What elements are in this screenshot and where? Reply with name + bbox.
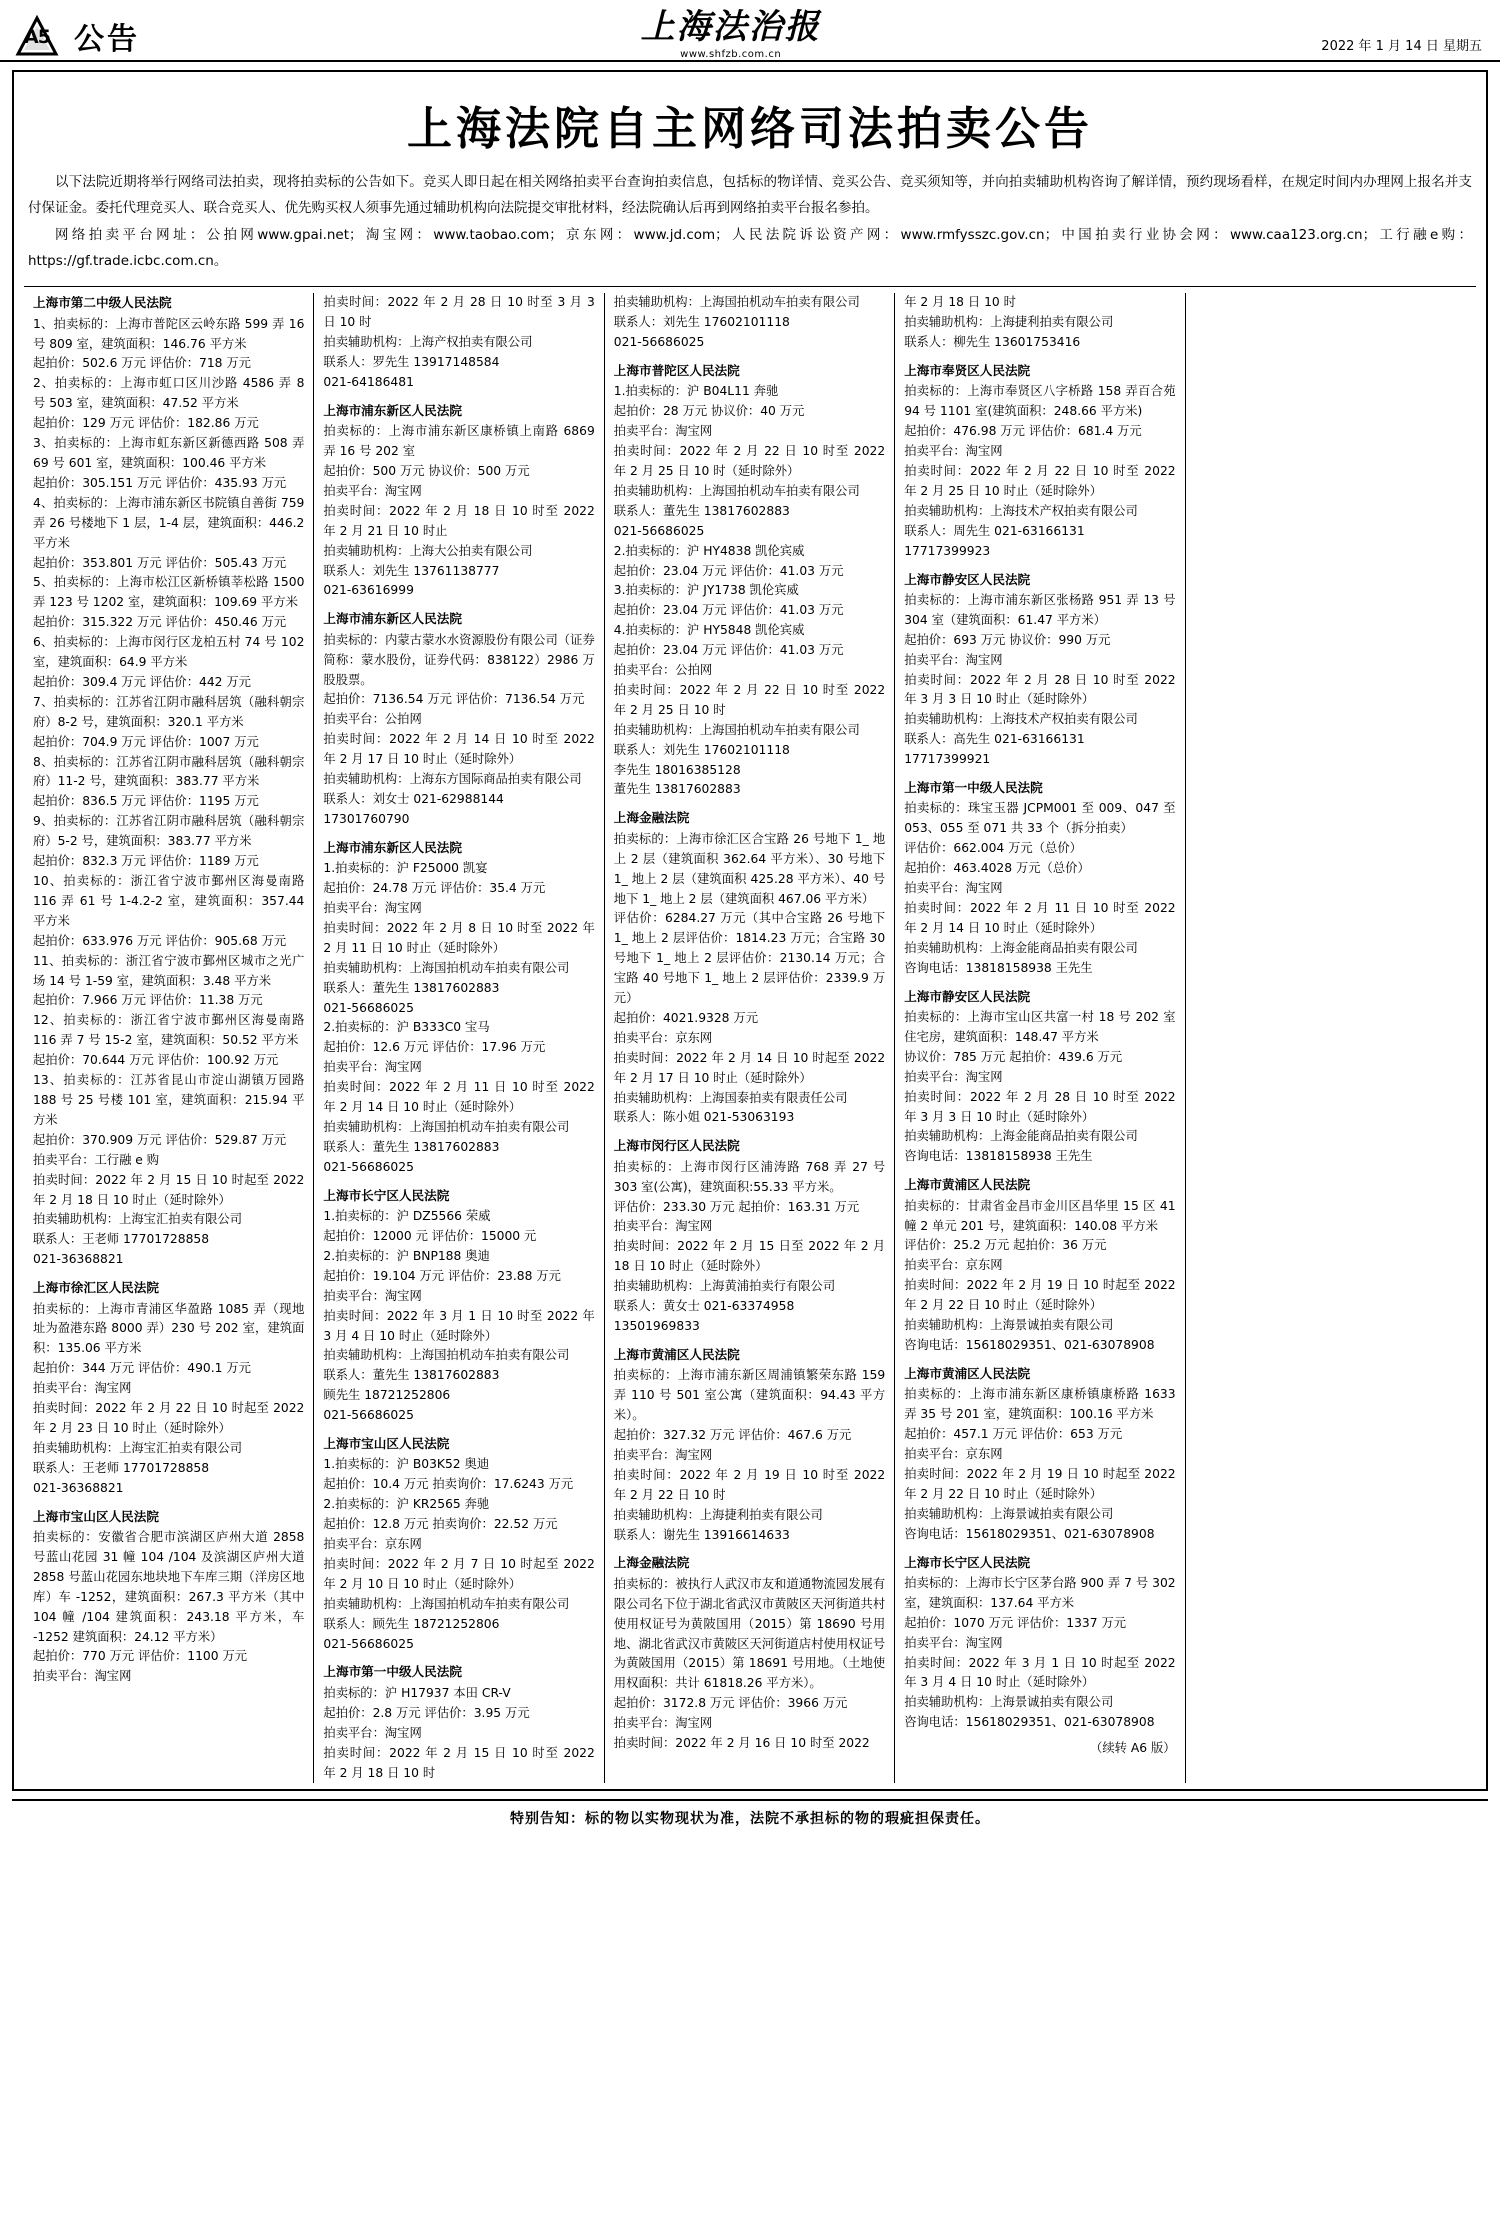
- lead-paragraph-1: 以下法院近期将举行网络司法拍卖，现将拍卖标的公告如下。竞买人即日起在相关网络拍卖平台查询拍卖信息，包括标的物详情、竞买公告、竞买须知等，并向拍卖辅助机构咨询了解详情，预约现场看样，在规定时间内办理网上报名并支付保证金。委托代理竞买人、联合竞买人、优先购买权人须事先通过辅助机构向法院提交审批材料，经法院确认后再到网络拍卖平台报名参拍。: [28, 174, 1472, 217]
- court-name: 上海市第一中级人民法院: [904, 780, 1043, 796]
- court-name: 上海市浦东新区人民法院: [323, 839, 462, 855]
- listing-line: 4、拍卖标的：上海市浦东新区书院镇自善街 759 弄 26 号楼地下 1 层，1-4 层，建筑面积：446.2 平方米: [33, 495, 305, 550]
- listing-line: 起拍价：23.04 万元 评估价：41.03 万元: [613, 563, 844, 578]
- listing-line: 咨询电话：13818158938 王先生: [904, 960, 1093, 975]
- listing-line: 拍卖标的：上海市奉贤区八字桥路 158 弄百合苑 94 号 1101 室(建筑面积：248.66 平方米): [904, 384, 1176, 419]
- listing-line: 拍卖辅助机构：上海国拍机动车拍卖有限公司: [613, 483, 860, 498]
- listing-line: 拍卖平台：京东网: [904, 1447, 1003, 1461]
- listing-line: 8、拍卖标的：江苏省江阴市融科居筑（融科朝宗府）11-2 号，建筑面积：383.77 平方米: [33, 754, 305, 789]
- listing-line: 拍卖时间：2022 年 2 月 28 日 10 时至 2022 年 3 月 3 日 10 时止（延时除外）: [904, 1089, 1176, 1124]
- listing-line: 拍卖辅助机构：上海景诚拍卖有限公司: [904, 1506, 1114, 1521]
- listing-line: 咨询电话：15618029351、021-63078908: [904, 1337, 1155, 1352]
- masthead-center: [140, 0, 1321, 60]
- listing-line: 联系人：柳先生 13601753416: [904, 335, 1081, 350]
- listing-line: 拍卖时间：2022 年 2 月 22 日 10 时至 2022 年 2 月 25 日 10 时止（延时除外）: [904, 463, 1176, 498]
- listing-line: 1.拍卖标的：沪 F25000 凯宴: [323, 861, 488, 876]
- listing-line: 拍卖时间：2022 年 2 月 19 日 10 时起至 2022 年 2 月 22 日 10 时止（延时除外）: [904, 1278, 1176, 1313]
- listing-line: 1、拍卖标的：上海市普陀区云岭东路 599 弄 16 号 809 室，建筑面积：146.76 平方米: [33, 316, 305, 351]
- listing-block: [904, 1175, 1175, 1356]
- paper-url: www.shfzb.com.cn: [680, 49, 782, 60]
- listing-block: [614, 1553, 885, 1754]
- listing-line: 拍卖平台：淘宝网: [904, 444, 1003, 459]
- listing-line: 李先生 18016385128: [613, 762, 741, 777]
- listing-line: 联系人：刘先生 13761138777: [323, 563, 500, 578]
- listing-line: 拍卖辅助机构：上海国拍机动车拍卖有限公司: [323, 1596, 570, 1611]
- divider: [24, 286, 1476, 287]
- listing-line: 2.拍卖标的：沪 KR2565 奔驰: [323, 1497, 490, 1512]
- listing-line: 起拍价：500 万元 协议价：500 万元: [323, 463, 530, 478]
- listing-line: 咨询电话：15618029351、021-63078908: [904, 1715, 1155, 1730]
- listing-line: 拍卖时间：2022 年 2 月 14 日 10 时起至 2022 年 2 月 17 日 10 时止（延时除外）: [613, 1050, 886, 1085]
- listing-line: 17301760790: [323, 811, 410, 826]
- court-name: 上海市普陀区人民法院: [613, 362, 740, 378]
- listing-line: 021-56686025: [323, 1159, 414, 1174]
- listing-line: 起拍价：476.98 万元 评估价：681.4 万元: [904, 424, 1142, 439]
- listing-line: 10、拍卖标的：浙江省宁波市鄞州区海曼南路 116 弄 61 号 1-4.2-2 室，建筑面积：357.44 平方米: [33, 874, 305, 928]
- listing-line: 起拍价：10.4 万元 拍卖询价：17.6243 万元: [323, 1477, 574, 1492]
- listing-line: 协议价：785 万元 起拍价：439.6 万元: [904, 1049, 1123, 1064]
- listing-block: [323, 1662, 594, 1783]
- listing-block: [614, 293, 885, 353]
- listing-line: 拍卖平台：淘宝网: [904, 1635, 1003, 1650]
- listing-line: 评估价：25.2 万元 起拍价：36 万元: [904, 1238, 1107, 1253]
- listing-line: 拍卖平台：淘宝网: [613, 1219, 713, 1234]
- listing-line: 起拍价：19.104 万元 评估价：23.88 万元: [323, 1268, 561, 1283]
- listing-block: [904, 987, 1175, 1168]
- listing-line: 拍卖时间：2022 年 2 月 18 日 10 时至 2022 年 2 月 21 日 10 时止: [323, 503, 595, 538]
- listing-block: [323, 609, 594, 829]
- listing-block: [323, 1434, 594, 1654]
- court-name: 上海市黄浦区人民法院: [904, 1365, 1031, 1381]
- listing-block: [614, 361, 885, 800]
- listing-block: [904, 1553, 1175, 1760]
- listing-line: 拍卖平台：淘宝网: [904, 652, 1003, 667]
- listing-line: 拍卖平台：京东网: [613, 1030, 713, 1045]
- court-name: 上海市宝山区人民法院: [33, 1508, 159, 1524]
- listing-line: 拍卖辅助机构：上海产权拍卖有限公司: [323, 335, 533, 350]
- listing-line: 拍卖时间：2022 年 2 月 7 日 10 时起至 2022 年 2 月 10 日 10 时止（延时除外）: [323, 1556, 595, 1591]
- listing-line: 联系人：周先生 021-63166131: [904, 523, 1085, 538]
- listing-line: 拍卖标的：沪 H17937 本田 CR-V: [323, 1685, 511, 1700]
- listing-line: 起拍价：7136.54 万元 评估价：7136.54 万元: [323, 692, 585, 707]
- listing-line: 拍卖时间：2022 年 2 月 14 日 10 时至 2022 年 2 月 17 日 10 时止（延时除外）: [323, 732, 595, 767]
- listing-line: 13、拍卖标的：江苏省昆山市淀山湖镇万园路 188 号 25 号楼 101 室，建筑面积：215.94 平方米: [33, 1073, 305, 1127]
- listing-block: [614, 808, 885, 1128]
- listing-line: 1.拍卖标的：沪 B04L11 奔驰: [613, 384, 779, 399]
- listing-line: 拍卖时间：2022 年 2 月 22 日 10 时至 2022 年 2 月 25 日 10 时（延时除外）: [613, 444, 886, 478]
- listing-block: [33, 293, 304, 1270]
- court-name: 上海市第一中级人民法院: [323, 1664, 462, 1680]
- court-name: 上海市浦东新区人民法院: [323, 402, 462, 418]
- listing-line: 拍卖平台：淘宝网: [904, 881, 1003, 896]
- court-name: 上海金融法院: [613, 810, 690, 826]
- listing-line: 17717399923: [904, 543, 991, 558]
- listing-line: 联系人：董先生 13817602883: [613, 503, 790, 518]
- listing-line: 拍卖辅助机构：上海宝汇拍卖有限公司: [33, 1212, 243, 1227]
- listing-line: 拍卖标的：安徽省合肥市滨湖区庐州大道 2858 号蓝山花园 31 幢 104 /104 及滨湖区庐州大道 2858 号蓝山花园东地块地下车库三期（洋房区地库）车 -1252，建筑面积：267.3 平方米（其中 104 幢 /104 建筑面积：243.18 平方米，车 -1252 建筑面积：24.12 平方米）: [33, 1529, 305, 1644]
- lead-paragraphs: [24, 169, 1476, 282]
- listing-block: [33, 1507, 304, 1688]
- listing-line: 联系人：罗先生 13917148584: [323, 354, 500, 369]
- listing-line: 评估价：233.30 万元 起拍价：163.31 万元: [613, 1199, 860, 1214]
- listing-line: 9、拍卖标的：江苏省江阴市融科居筑（融科朝宗府）5-2 号，建筑面积：383.77 平方米: [33, 814, 305, 849]
- listing-line: 起拍价：12000 元 评估价：15000 元: [323, 1228, 537, 1243]
- listing-block: [614, 1136, 885, 1337]
- listing-line: 起拍价：7.966 万元 评估价：11.38 万元: [33, 993, 263, 1008]
- listing-block: [904, 293, 1175, 353]
- listing-line: 拍卖平台：淘宝网: [613, 1447, 713, 1462]
- listing-block: [904, 361, 1175, 562]
- listing-line: 拍卖标的：甘肃省金昌市金川区昌华里 15 区 41 幢 2 单元 201 号，建筑面积：140.08 平方米: [904, 1198, 1176, 1233]
- listing-line: 12、拍卖标的：浙江省宁波市鄞州区海曼南路 116 弄 7 号 15-2 室，建筑面积：50.52 平方米: [33, 1013, 305, 1048]
- listing-line: 顾先生 18721252806: [323, 1388, 451, 1403]
- listing-line: 1.拍卖标的：沪 B03K52 奥迪: [323, 1457, 490, 1472]
- court-name: 上海市浦东新区人民法院: [323, 611, 462, 627]
- court-name: 上海市第二中级人民法院: [33, 295, 172, 311]
- listing-block: [323, 838, 594, 1178]
- lead-paragraph-2: 网络拍卖平台网址：公拍网www.gpai.net；淘宝网：www.taobao.com；京东网：www.jd.com；人民法院诉讼资产网：www.rmfysszc.gov.cn；中国拍卖行业协会网：www.caa123.org.cn；工行融e购：https://gf.trade.icbc.com.cn。: [28, 226, 1472, 269]
- listing-line: 联系人：刘女士 021-62988144: [323, 791, 504, 806]
- paper-name: 上海法治报: [640, 7, 821, 47]
- listing-line: 拍卖辅助机构：上海国拍机动车拍卖有限公司: [323, 1348, 570, 1363]
- listing-line: 021-56686025: [323, 1636, 414, 1651]
- listing-line: 拍卖平台：淘宝网: [33, 1381, 132, 1396]
- columns-container: [24, 293, 1476, 1783]
- court-name: 上海市静安区人民法院: [904, 988, 1031, 1004]
- listing-line: 拍卖辅助机构：上海宝汇拍卖有限公司: [33, 1440, 243, 1455]
- listing-line: 联系人：董先生 13817602883: [323, 1139, 500, 1154]
- listing-line: 2.拍卖标的：沪 B333C0 宝马: [323, 1020, 490, 1035]
- court-name: 上海市闵行区人民法院: [613, 1138, 740, 1154]
- column-3: [605, 293, 895, 1783]
- court-name: 上海市宝山区人民法院: [323, 1436, 450, 1452]
- listing-line: 2.拍卖标的：沪 BNP188 奥迪: [323, 1248, 490, 1263]
- listing-line: 拍卖时间：2022 年 2 月 15 日至 2022 年 2 月 18 日 10 时止（延时除外）: [613, 1239, 886, 1274]
- listing-line: 起拍价：370.909 万元 评估价：529.87 万元: [33, 1132, 287, 1147]
- listing-line: 拍卖标的：上海市闵行区浦涛路 768 弄 27 号 303 室(公寓)，建筑面积:55.33 平方米。: [613, 1159, 886, 1194]
- listing-block: [323, 1186, 594, 1426]
- listing-line: 拍卖平台：淘宝网: [323, 900, 422, 915]
- listing-line: 起拍价：24.78 万元 评估价：35.4 万元: [323, 881, 546, 896]
- listing-line: 起拍价：693 万元 协议价：990 万元: [904, 632, 1111, 647]
- listing-line: 拍卖时间：2022 年 2 月 16 日 10 时至 2022: [613, 1736, 870, 1751]
- listing-line: 起拍价：704.9 万元 评估价：1007 万元: [33, 734, 259, 749]
- listing-line: 联系人：董先生 13817602883: [323, 1368, 500, 1383]
- listing-line: 021-36368821: [33, 1480, 124, 1495]
- listing-line: 起拍价：129 万元 评估价：182.86 万元: [33, 416, 259, 431]
- listing-block: [323, 293, 594, 393]
- listing-line: 起拍价：4021.9328 万元: [613, 1010, 758, 1025]
- listing-line: 起拍价：327.32 万元 评估价：467.6 万元: [613, 1428, 852, 1443]
- page-badge: [14, 14, 60, 60]
- listing-line: 拍卖时间：2022 年 2 月 19 日 10 时起至 2022 年 2 月 22 日 10 时止（延时除外）: [904, 1466, 1176, 1501]
- listing-line: 拍卖辅助机构：上海大公拍卖有限公司: [323, 543, 533, 558]
- listing-line: 拍卖平台：公拍网: [613, 663, 713, 678]
- listing-line: 联系人：黄女士 021-63374958: [613, 1299, 795, 1314]
- listing-line: 6、拍卖标的：上海市闵行区龙柏五村 74 号 102 室，建筑面积：64.9 平方米: [33, 635, 305, 670]
- listing-line: 起拍价：23.04 万元 评估价：41.03 万元: [613, 643, 844, 658]
- listing-line: 拍卖平台：淘宝网: [613, 424, 713, 439]
- listing-line: 拍卖平台：工行融 e 购: [33, 1152, 160, 1167]
- listing-line: 联系人：董先生 13817602883: [323, 980, 500, 995]
- listing-line: 评估价：662.004 万元（总价）: [904, 841, 1082, 856]
- court-name: 上海市黄浦区人民法院: [904, 1177, 1031, 1193]
- listing-line: 拍卖辅助机构：上海技术产权拍卖有限公司: [904, 503, 1138, 518]
- listing-line: 起拍价：3172.8 万元 评估价：3966 万元: [613, 1696, 848, 1711]
- listing-line: 拍卖辅助机构：上海捷利拍卖有限公司: [613, 1507, 823, 1522]
- listing-line: 起拍价：309.4 万元 评估价：442 万元: [33, 674, 251, 689]
- listing-line: 起拍价：2.8 万元 评估价：3.95 万元: [323, 1705, 530, 1720]
- listing-line: 起拍价：28 万元 协议价：40 万元: [613, 404, 805, 419]
- listing-line: 拍卖时间：2022 年 2 月 22 日 10 时至 2022 年 2 月 25 日 10 时: [613, 682, 886, 717]
- court-name: 上海金融法院: [613, 1555, 690, 1571]
- listing-line: 拍卖时间：2022 年 3 月 1 日 10 时起至 2022 年 3 月 4 日 10 时止（延时除外）: [904, 1655, 1176, 1690]
- listing-line: 起拍价：770 万元 评估价：1100 万元: [33, 1649, 248, 1664]
- listing-line: 起拍价：305.151 万元 评估价：435.93 万元: [33, 475, 287, 490]
- listing-line: 1.拍卖标的：沪 DZ5566 荣威: [323, 1209, 491, 1224]
- continue-note: （续转 A6 版）: [1090, 1741, 1176, 1756]
- listing-line: 联系人：谢先生 13916614633: [613, 1527, 790, 1542]
- listing-line: 起拍价：832.3 万元 评估价：1189 万元: [33, 854, 259, 869]
- listing-line: 021-56686025: [613, 335, 705, 350]
- listing-line: 拍卖标的：被执行人武汉市友和道通物流园发展有限公司名下位于湖北省武汉市黄陂区天河街道共村使用权证号为黄陂国用（2015）第 18690 号用地、湖北省武汉市黄陂区天河街道店村使用权证号为黄陂国用（2015）第 18691 号用地。（土地使用权面积：共计 61818.26 平方米）。: [613, 1576, 886, 1691]
- listing-line: 021-56686025: [613, 523, 705, 538]
- listing-line: 11、拍卖标的：浙江省宁波市鄞州区城市之光广场 14 号 1-59 室，建筑面积：3.48 平方米: [33, 953, 305, 988]
- listing-line: 021-56686025: [323, 1000, 414, 1015]
- listing-line: 17717399921: [904, 752, 991, 767]
- listing-line: 拍卖标的：上海市浦东新区周浦镇繁荣东路 159 弄 110 号 501 室公寓（建筑面积：94.43 平方米）。: [613, 1368, 886, 1423]
- listing-line: 起拍价：12.6 万元 评估价：17.96 万元: [323, 1040, 546, 1055]
- listing-line: 起拍价：633.976 万元 评估价：905.68 万元: [33, 933, 287, 948]
- column-1: [24, 293, 314, 1783]
- listing-line: 起拍价：70.644 万元 评估价：100.92 万元: [33, 1053, 279, 1068]
- listing-line: 021-64186481: [323, 374, 414, 389]
- listing-line: 联系人：王老师 17701728858: [33, 1232, 210, 1247]
- listing-line: 拍卖辅助机构：上海景诚拍卖有限公司: [904, 1318, 1114, 1333]
- listing-line: 拍卖标的：上海市浦东新区康桥镇康桥路 1633 弄 35 号 201 室，建筑面积：100.16 平方米: [904, 1387, 1176, 1422]
- listing-line: 拍卖时间：2022 年 2 月 8 日 10 时至 2022 年 2 月 11 日 10 时止（延时除外）: [323, 920, 595, 955]
- listing-block: [33, 1278, 304, 1498]
- listing-line: 拍卖平台：淘宝网: [323, 1060, 422, 1075]
- listing-line: 拍卖平台：淘宝网: [904, 1069, 1003, 1084]
- section-title: 公告: [74, 22, 140, 57]
- listing-line: 3、拍卖标的：上海市虹东新区新德西路 508 弄 69 号 601 室，建筑面积：100.46 平方米: [33, 436, 305, 470]
- listing-line: 7、拍卖标的：江苏省江阴市融科居筑（融科朝宗府）8-2 号，建筑面积：320.1 平方米: [33, 694, 305, 729]
- listing-line: 拍卖辅助机构：上海国拍机动车拍卖有限公司: [613, 722, 860, 737]
- listing-block: [904, 1364, 1175, 1545]
- listing-line: 拍卖标的：上海市长宁区茅台路 900 弄 7 号 302 室，建筑面积：137.64 平方米: [904, 1575, 1176, 1610]
- listing-line: 起拍价：463.4028 万元（总价）: [904, 861, 1090, 876]
- column-4: [895, 293, 1185, 1783]
- court-name: 上海市奉贤区人民法院: [904, 362, 1031, 378]
- listing-line: 拍卖辅助机构：上海国拍机动车拍卖有限公司: [613, 295, 860, 310]
- listing-line: 拍卖时间：2022 年 2 月 19 日 10 时至 2022 年 2 月 22 日 10 时: [613, 1467, 886, 1502]
- listing-line: 021-56686025: [323, 1408, 414, 1423]
- listing-line: 拍卖时间：2022 年 2 月 28 日 10 时至 3 月 3 日 10 时: [323, 295, 595, 330]
- listing-line: 联系人：陈小姐 021-53063193: [613, 1110, 795, 1125]
- listing-line: 联系人：王老师 17701728858: [33, 1460, 210, 1475]
- listing-line: 拍卖平台：淘宝网: [323, 483, 422, 498]
- listing-line: 13501969833: [613, 1319, 700, 1334]
- listing-line: 起拍价：353.801 万元 评估价：505.43 万元: [33, 555, 287, 570]
- listing-line: 起拍价：1070 万元 评估价：1337 万元: [904, 1615, 1127, 1630]
- listing-line: 联系人：刘先生 17602101118: [613, 742, 790, 757]
- listing-line: 拍卖标的：上海市浦东新区康桥镇上南路 6869 弄 16 号 202 室: [323, 424, 595, 459]
- listing-line: 2、拍卖标的：上海市虹口区川沙路 4586 弄 8 号 503 室，建筑面积：47.52 平方米: [33, 376, 305, 411]
- listing-line: 拍卖时间：2022 年 2 月 22 日 10 时起至 2022 年 2 月 23 日 10 时止（延时除外）: [33, 1401, 305, 1435]
- listing-line: 咨询电话：15618029351、021-63078908: [904, 1526, 1155, 1541]
- listing-line: 拍卖辅助机构：上海国拍机动车拍卖有限公司: [323, 960, 570, 975]
- listing-line: 拍卖辅助机构：上海金能商品拍卖有限公司: [904, 940, 1138, 955]
- column-5: [1186, 293, 1476, 1783]
- listing-line: 拍卖辅助机构：上海国拍机动车拍卖有限公司: [323, 1119, 570, 1134]
- listing-line: 拍卖平台：京东网: [904, 1258, 1003, 1273]
- listing-line: 拍卖辅助机构：上海东方国际商品拍卖有限公司: [323, 772, 582, 787]
- court-name: 上海市黄浦区人民法院: [613, 1346, 740, 1362]
- listing-line: 咨询电话：13818158938 王先生: [904, 1149, 1093, 1164]
- listing-line: 2.拍卖标的：沪 HY4838 凯伦宾威: [613, 543, 805, 558]
- listing-line: 拍卖标的：上海市浦东新区张杨路 951 弄 13 号 304 室（建筑面积：61.47 平方米）: [904, 592, 1176, 627]
- listing-line: 起拍价：457.1 万元 评估价：653 万元: [904, 1427, 1123, 1442]
- listing-line: 拍卖平台：淘宝网: [33, 1669, 132, 1684]
- listing-line: 4.拍卖标的：沪 HY5848 凯伦宾威: [613, 623, 805, 638]
- listing-line: 拍卖标的：上海市徐汇区合宝路 26 号地下 1_ 地上 2 层（建筑面积 362.64 平方米）、30 号地下 1_ 地上 2 层（建筑面积 425.28 平方米）、40 号地下 1_ 地上 2 层（建筑面积 467.06 平方米）: [613, 831, 886, 906]
- listing-line: 评估价：6284.27 万元（其中合宝路 26 号地下 1_ 地上 2 层评估价：1814.23 万元；合宝路 30 号地下 1_ 地上 2 层评估价：2130.14 万元；合宝路 40 号地下 1_ 地上 2 层评估价：2339.9 万元）: [613, 911, 886, 1006]
- listing-line: 起拍价：23.04 万元 评估价：41.03 万元: [613, 603, 844, 618]
- listing-line: 拍卖时间：2022 年 2 月 11 日 10 时至 2022 年 2 月 14 日 10 时止（延时除外）: [904, 900, 1176, 935]
- listing-line: 拍卖辅助机构：上海金能商品拍卖有限公司: [904, 1129, 1138, 1144]
- listing-line: 拍卖时间：2022 年 2 月 15 日 10 时至 2022 年 2 月 18 日 10 时: [323, 1745, 595, 1780]
- listing-line: 联系人：顾先生 18721252806: [323, 1616, 500, 1631]
- listing-line: 起拍价：12.8 万元 拍卖询价：22.52 万元: [323, 1517, 558, 1532]
- listing-line: 起拍价：502.6 万元 评估价：718 万元: [33, 356, 251, 371]
- listing-line: 拍卖时间：2022 年 2 月 28 日 10 时至 2022 年 3 月 3 日 10 时止（延时除外）: [904, 672, 1176, 707]
- listing-block: [904, 570, 1175, 771]
- column-2: [314, 293, 604, 1783]
- listing-line: 联系人：刘先生 17602101118: [613, 315, 790, 330]
- masthead-left: [14, 14, 140, 60]
- listing-line: 拍卖标的：上海市青浦区华盈路 1085 弄（现地址为盈港东路 8000 弄）230 号 202 室，建筑面积：135.06 平方米: [33, 1301, 305, 1356]
- listing-line: 拍卖辅助机构：上海技术产权拍卖有限公司: [904, 712, 1138, 727]
- content-frame: [12, 70, 1488, 1791]
- listing-block: [323, 401, 594, 602]
- court-name: 上海市长宁区人民法院: [323, 1187, 450, 1203]
- listing-line: 拍卖平台：淘宝网: [613, 1716, 713, 1731]
- listing-line: 拍卖时间：2022 年 2 月 11 日 10 时至 2022 年 2 月 14 日 10 时止（延时除外）: [323, 1080, 595, 1115]
- listing-line: 021-63616999: [323, 583, 414, 598]
- listing-line: 3.拍卖标的：沪 JY1738 凯伦宾威: [613, 583, 799, 598]
- listing-line: 拍卖辅助机构：上海黄浦拍卖行有限公司: [613, 1279, 836, 1294]
- page-footer-note: 特别告知：标的物以实物现状为准，法院不承担标的物的瑕疵担保责任。: [12, 1799, 1488, 1828]
- page-title: 上海法院自主网络司法拍卖公告: [406, 102, 1093, 155]
- issue-date: 2022 年 1 月 14 日 星期五: [1321, 39, 1482, 54]
- listing-line: 拍卖辅助机构：上海景诚拍卖有限公司: [904, 1695, 1114, 1710]
- listing-line: 年 2 月 18 日 10 时: [904, 295, 1016, 310]
- listing-line: 021-36368821: [33, 1252, 124, 1267]
- listing-line: 拍卖平台：淘宝网: [323, 1725, 422, 1740]
- listing-line: 拍卖时间：2022 年 2 月 15 日 10 时起至 2022 年 2 月 18 日 10 时止（延时除外）: [33, 1172, 305, 1207]
- listing-line: 联系人：高先生 021-63166131: [904, 732, 1085, 747]
- listing-line: 拍卖平台：公拍网: [323, 712, 422, 727]
- listing-line: 拍卖辅助机构：上海捷利拍卖有限公司: [904, 315, 1114, 330]
- listing-line: 拍卖标的：珠宝玉器 JCPM001 至 009、047 至 053、055 至 071 共 33 个（拆分拍卖）: [904, 801, 1176, 836]
- listing-line: 起拍价：836.5 万元 评估价：1195 万元: [33, 794, 259, 809]
- listing-line: 拍卖辅助机构：上海国泰拍卖有限责任公司: [613, 1090, 848, 1105]
- listing-line: 拍卖标的：内蒙古蒙水水资源股份有限公司（证券简称：蒙水股份，证券代码：838122）2986 万股股票。: [323, 632, 595, 687]
- listing-line: 起拍价：344 万元 评估价：490.1 万元: [33, 1361, 251, 1376]
- listing-block: [614, 1345, 885, 1546]
- listing-line: 起拍价：315.322 万元 评估价：450.46 万元: [33, 615, 287, 630]
- listing-block: [904, 778, 1175, 979]
- listing-line: 拍卖平台：淘宝网: [323, 1288, 422, 1303]
- court-name: 上海市徐汇区人民法院: [33, 1280, 159, 1296]
- court-name: 上海市静安区人民法院: [904, 571, 1031, 587]
- page-badge-label: A5: [24, 26, 50, 48]
- court-name: 上海市长宁区人民法院: [904, 1554, 1031, 1570]
- listing-line: 拍卖标的：上海市宝山区共富一村 18 号 202 室住宅房，建筑面积：148.47 平方米: [904, 1010, 1176, 1044]
- listing-line: 拍卖平台：京东网: [323, 1537, 422, 1552]
- listing-line: 董先生 13817602883: [613, 782, 741, 797]
- masthead: [0, 0, 1500, 62]
- listing-line: 拍卖时间：2022 年 3 月 1 日 10 时至 2022 年 3 月 4 日 10 时止（延时除外）: [323, 1308, 595, 1343]
- listing-line: 5、拍卖标的：上海市松江区新桥镇莘松路 1500 弄 123 号 1202 室，建筑面积：109.69 平方米: [33, 575, 305, 610]
